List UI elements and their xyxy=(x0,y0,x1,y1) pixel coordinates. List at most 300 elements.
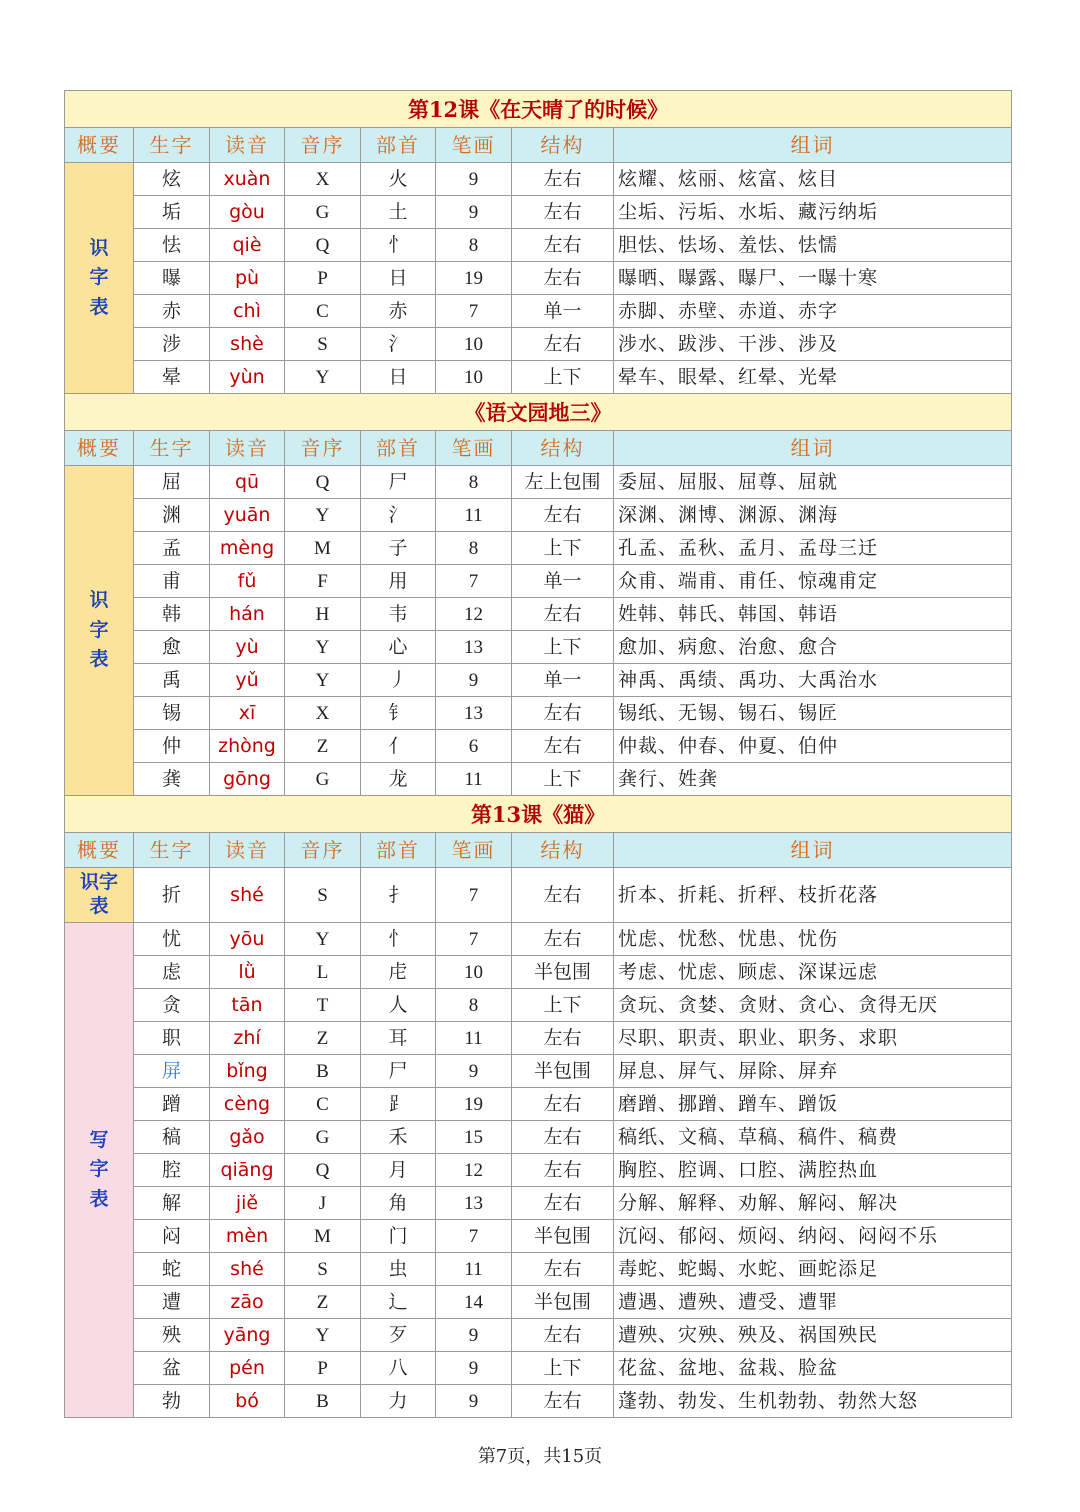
cell-radical: 扌 xyxy=(361,868,436,923)
cell-pinyin: pén xyxy=(210,1352,285,1385)
cell-pinyin: tān xyxy=(210,989,285,1022)
cell-radical: 子 xyxy=(361,532,436,565)
cell-order: Y xyxy=(285,361,361,394)
cell-radical: 尸 xyxy=(361,1055,436,1088)
header-pinyin: 读音 xyxy=(210,128,285,163)
cell-words: 赤脚、赤壁、赤道、赤字 xyxy=(614,295,1012,328)
cell-pinyin: yuān xyxy=(210,499,285,532)
cell-words: 分解、解释、劝解、解闷、解决 xyxy=(614,1187,1012,1220)
cell-strokes: 12 xyxy=(436,1154,512,1187)
table-row xyxy=(65,1154,1012,1187)
cell-char: 忧 xyxy=(134,923,210,956)
cell-strokes: 7 xyxy=(436,565,512,598)
cell-strokes: 9 xyxy=(436,1352,512,1385)
cell-radical: 耳 xyxy=(361,1022,436,1055)
cell-order: Q xyxy=(285,1154,361,1187)
cell-words: 愈加、病愈、治愈、愈合 xyxy=(614,631,1012,664)
cell-strokes: 9 xyxy=(436,664,512,697)
cell-strokes: 15 xyxy=(436,1121,512,1154)
cell-words: 忧虑、忧愁、忧患、忧伤 xyxy=(614,923,1012,956)
cell-pinyin: bó xyxy=(210,1385,285,1418)
section-title-row xyxy=(65,91,1012,128)
cell-words: 尘垢、污垢、水垢、藏污纳垢 xyxy=(614,196,1012,229)
section-title: 第12课《在天晴了的时候》 xyxy=(65,91,1012,128)
cell-strokes: 7 xyxy=(436,1220,512,1253)
table-row xyxy=(65,664,1012,697)
cell-order: M xyxy=(285,532,361,565)
section-title-row xyxy=(65,394,1012,431)
cell-strokes: 19 xyxy=(436,1088,512,1121)
cell-char: 渊 xyxy=(134,499,210,532)
cell-pinyin: xuàn xyxy=(210,163,285,196)
cell-radical: 月 xyxy=(361,1154,436,1187)
cell-structure: 上下 xyxy=(512,1352,614,1385)
cell-structure: 左右 xyxy=(512,1088,614,1121)
header-pinyin: 读音 xyxy=(210,833,285,868)
cell-radical: 心 xyxy=(361,631,436,664)
category-label-char: 识 xyxy=(89,236,109,259)
cell-order: F xyxy=(285,565,361,598)
cell-order: Y xyxy=(285,664,361,697)
table-row xyxy=(65,1385,1012,1418)
cell-words: 沉闷、郁闷、烦闷、纳闷、闷闷不乐 xyxy=(614,1220,1012,1253)
table-row xyxy=(65,989,1012,1022)
cell-words: 孔孟、孟秋、孟月、孟母三迁 xyxy=(614,532,1012,565)
cell-pinyin: yùn xyxy=(210,361,285,394)
cell-words: 委屈、屈服、屈尊、屈就 xyxy=(614,466,1012,499)
cell-structure: 上下 xyxy=(512,763,614,796)
cell-structure: 左右 xyxy=(512,499,614,532)
cell-structure: 半包围 xyxy=(512,1286,614,1319)
category-label xyxy=(65,868,134,923)
table-row xyxy=(65,532,1012,565)
cell-char: 闷 xyxy=(134,1220,210,1253)
header-strokes: 笔画 xyxy=(436,128,512,163)
cell-structure: 左右 xyxy=(512,1319,614,1352)
cell-pinyin: mèng xyxy=(210,532,285,565)
cell-char: 殃 xyxy=(134,1319,210,1352)
cell-structure: 左右 xyxy=(512,1187,614,1220)
category-label-char: 字 xyxy=(89,266,109,289)
cell-structure: 左右 xyxy=(512,598,614,631)
cell-pinyin: yōu xyxy=(210,923,285,956)
cell-structure: 左右 xyxy=(512,229,614,262)
table-row xyxy=(65,1121,1012,1154)
header-order: 音序 xyxy=(285,128,361,163)
table-row xyxy=(65,868,1012,923)
cell-order: H xyxy=(285,598,361,631)
cell-pinyin: qiè xyxy=(210,229,285,262)
cell-char: 孟 xyxy=(134,532,210,565)
cell-structure: 左右 xyxy=(512,868,614,923)
header-words: 组词 xyxy=(614,128,1012,163)
cell-pinyin: gǎo xyxy=(210,1121,285,1154)
table-row xyxy=(65,1319,1012,1352)
cell-words: 折本、折耗、折秤、枝折花落 xyxy=(614,868,1012,923)
cell-words: 胆怯、怯场、羞怯、怯懦 xyxy=(614,229,1012,262)
cell-structure: 左右 xyxy=(512,1385,614,1418)
cell-order: Z xyxy=(285,1286,361,1319)
cell-structure: 单一 xyxy=(512,565,614,598)
cell-pinyin: gōng xyxy=(210,763,285,796)
header-radical: 部首 xyxy=(361,128,436,163)
table-row xyxy=(65,1253,1012,1286)
header-words: 组词 xyxy=(614,833,1012,868)
cell-char: 炫 xyxy=(134,163,210,196)
table-row xyxy=(65,565,1012,598)
cell-pinyin: xī xyxy=(210,697,285,730)
table-row xyxy=(65,1220,1012,1253)
table-row xyxy=(65,1088,1012,1121)
table-row xyxy=(65,763,1012,796)
header-overview: 概要 xyxy=(65,431,134,466)
header-char: 生字 xyxy=(134,128,210,163)
table-row xyxy=(65,1187,1012,1220)
cell-order: B xyxy=(285,1055,361,1088)
cell-words: 稿纸、文稿、草稿、稿件、稿费 xyxy=(614,1121,1012,1154)
cell-char: 贪 xyxy=(134,989,210,1022)
cell-order: J xyxy=(285,1187,361,1220)
table-row xyxy=(65,730,1012,763)
cell-radical: 尸 xyxy=(361,466,436,499)
cell-char: 禹 xyxy=(134,664,210,697)
cell-structure: 左右 xyxy=(512,163,614,196)
cell-char: 职 xyxy=(134,1022,210,1055)
cell-words: 毒蛇、蛇蝎、水蛇、画蛇添足 xyxy=(614,1253,1012,1286)
cell-strokes: 9 xyxy=(436,1385,512,1418)
cell-strokes: 9 xyxy=(436,1319,512,1352)
cell-words: 贪玩、贪婪、贪财、贪心、贪得无厌 xyxy=(614,989,1012,1022)
cell-char: 蛇 xyxy=(134,1253,210,1286)
cell-pinyin: shè xyxy=(210,328,285,361)
category-label-char: 字 xyxy=(89,618,109,641)
header-structure: 结构 xyxy=(512,128,614,163)
cell-radical: 龙 xyxy=(361,763,436,796)
cell-pinyin: hán xyxy=(210,598,285,631)
category-label-char: 写 xyxy=(89,1128,109,1151)
cell-radical: 禾 xyxy=(361,1121,436,1154)
cell-words: 胸腔、腔调、口腔、满腔热血 xyxy=(614,1154,1012,1187)
cell-char: 勃 xyxy=(134,1385,210,1418)
cell-radical: 用 xyxy=(361,565,436,598)
cell-radical: 日 xyxy=(361,361,436,394)
cell-radical: 歹 xyxy=(361,1319,436,1352)
cell-radical: 土 xyxy=(361,196,436,229)
cell-pinyin: yǔ xyxy=(210,664,285,697)
cell-order: Z xyxy=(285,730,361,763)
cell-strokes: 19 xyxy=(436,262,512,295)
cell-words: 遭遇、遭殃、遭受、遭罪 xyxy=(614,1286,1012,1319)
cell-strokes: 12 xyxy=(436,598,512,631)
cell-char: 怯 xyxy=(134,229,210,262)
cell-radical: 韦 xyxy=(361,598,436,631)
cell-order: G xyxy=(285,763,361,796)
cell-radical: 人 xyxy=(361,989,436,1022)
cell-radical: 亻 xyxy=(361,730,436,763)
section-title: 《语文园地三》 xyxy=(65,394,1012,431)
table-row xyxy=(65,229,1012,262)
cell-order: P xyxy=(285,1352,361,1385)
cell-order: C xyxy=(285,1088,361,1121)
cell-strokes: 11 xyxy=(436,1022,512,1055)
cell-radical: 日 xyxy=(361,262,436,295)
cell-words: 涉水、跋涉、干涉、涉及 xyxy=(614,328,1012,361)
cell-pinyin: pù xyxy=(210,262,285,295)
cell-radical: 火 xyxy=(361,163,436,196)
cell-order: Z xyxy=(285,1022,361,1055)
cell-pinyin: mèn xyxy=(210,1220,285,1253)
cell-order: Q xyxy=(285,229,361,262)
cell-strokes: 9 xyxy=(436,163,512,196)
cell-order: X xyxy=(285,697,361,730)
cell-radical: 钅 xyxy=(361,697,436,730)
header-row xyxy=(65,833,1012,868)
cell-structure: 上下 xyxy=(512,631,614,664)
header-row xyxy=(65,431,1012,466)
cell-order: S xyxy=(285,868,361,923)
cell-order: Q xyxy=(285,466,361,499)
cell-words: 花盆、盆地、盆栽、脸盆 xyxy=(614,1352,1012,1385)
cell-words: 晕车、眼晕、红晕、光晕 xyxy=(614,361,1012,394)
header-overview: 概要 xyxy=(65,128,134,163)
cell-order: M xyxy=(285,1220,361,1253)
cell-radical: 丿 xyxy=(361,664,436,697)
cell-pinyin: zhòng xyxy=(210,730,285,763)
category-label-char: 字 xyxy=(89,1158,109,1181)
cell-structure: 左右 xyxy=(512,262,614,295)
cell-structure: 左右 xyxy=(512,730,614,763)
cell-structure: 左右 xyxy=(512,328,614,361)
cell-pinyin: zāo xyxy=(210,1286,285,1319)
cell-structure: 单一 xyxy=(512,664,614,697)
table-row xyxy=(65,328,1012,361)
cell-order: S xyxy=(285,1253,361,1286)
table-row xyxy=(65,697,1012,730)
table-row xyxy=(65,1286,1012,1319)
table-row xyxy=(65,295,1012,328)
cell-char: 愈 xyxy=(134,631,210,664)
cell-structure: 上下 xyxy=(512,532,614,565)
cell-char: 腔 xyxy=(134,1154,210,1187)
header-structure: 结构 xyxy=(512,431,614,466)
cell-strokes: 7 xyxy=(436,923,512,956)
cell-pinyin: chì xyxy=(210,295,285,328)
cell-char: 涉 xyxy=(134,328,210,361)
cell-char: 锡 xyxy=(134,697,210,730)
cell-structure: 左右 xyxy=(512,1121,614,1154)
cell-order: T xyxy=(285,989,361,1022)
cell-words: 尽职、职责、职业、职务、求职 xyxy=(614,1022,1012,1055)
cell-char: 稿 xyxy=(134,1121,210,1154)
cell-strokes: 11 xyxy=(436,499,512,532)
cell-char: 晕 xyxy=(134,361,210,394)
category-label-line: 识字 xyxy=(79,871,118,894)
cell-order: G xyxy=(285,1121,361,1154)
cell-char: 屈 xyxy=(134,466,210,499)
cell-words: 锡纸、无锡、锡石、锡匠 xyxy=(614,697,1012,730)
cell-words: 曝晒、曝露、曝尸、一曝十寒 xyxy=(614,262,1012,295)
cell-structure: 左右 xyxy=(512,1022,614,1055)
header-pinyin: 读音 xyxy=(210,431,285,466)
cell-char: 龚 xyxy=(134,763,210,796)
table-row xyxy=(65,499,1012,532)
header-strokes: 笔画 xyxy=(436,431,512,466)
cell-order: Y xyxy=(285,631,361,664)
category-label-char: 表 xyxy=(89,1187,109,1210)
category-label xyxy=(65,163,134,394)
cell-strokes: 10 xyxy=(436,328,512,361)
cell-char: 曝 xyxy=(134,262,210,295)
cell-radical: 力 xyxy=(361,1385,436,1418)
cell-strokes: 10 xyxy=(436,956,512,989)
cell-strokes: 13 xyxy=(436,1187,512,1220)
category-label xyxy=(65,923,134,1418)
cell-strokes: 7 xyxy=(436,295,512,328)
cell-char: 垢 xyxy=(134,196,210,229)
cell-strokes: 9 xyxy=(436,196,512,229)
category-label xyxy=(65,466,134,796)
cell-pinyin: shé xyxy=(210,868,285,923)
category-label-char: 识 xyxy=(89,589,109,612)
cell-words: 考虑、忧虑、顾虑、深谋远虑 xyxy=(614,956,1012,989)
cell-radical: 赤 xyxy=(361,295,436,328)
cell-char: 韩 xyxy=(134,598,210,631)
cell-order: X xyxy=(285,163,361,196)
table-row xyxy=(65,631,1012,664)
cell-strokes: 8 xyxy=(436,466,512,499)
cell-char: 赤 xyxy=(134,295,210,328)
category-label-char: 表 xyxy=(89,295,109,318)
page-footer: 第7页，共15页 xyxy=(477,1446,603,1467)
header-char: 生字 xyxy=(134,833,210,868)
cell-radical: 虫 xyxy=(361,1253,436,1286)
cell-pinyin: lǜ xyxy=(210,956,285,989)
cell-words: 遭殃、灾殃、殃及、祸国殃民 xyxy=(614,1319,1012,1352)
cell-char: 遭 xyxy=(134,1286,210,1319)
cell-structure: 单一 xyxy=(512,295,614,328)
cell-structure: 半包围 xyxy=(512,1220,614,1253)
cell-order: Y xyxy=(285,499,361,532)
cell-char: 屏 xyxy=(134,1055,210,1088)
cell-char: 虑 xyxy=(134,956,210,989)
cell-structure: 半包围 xyxy=(512,1055,614,1088)
cell-words: 姓韩、韩氏、韩国、韩语 xyxy=(614,598,1012,631)
vocabulary-table xyxy=(64,90,1012,1418)
section-title: 第13课《猫》 xyxy=(65,796,1012,833)
header-strokes: 笔画 xyxy=(436,833,512,868)
header-row xyxy=(65,128,1012,163)
cell-strokes: 13 xyxy=(436,697,512,730)
cell-order: B xyxy=(285,1385,361,1418)
header-char: 生字 xyxy=(134,431,210,466)
cell-char: 折 xyxy=(134,868,210,923)
table-row xyxy=(65,1022,1012,1055)
cell-order: G xyxy=(285,196,361,229)
cell-pinyin: zhí xyxy=(210,1022,285,1055)
cell-structure: 左右 xyxy=(512,697,614,730)
table-row xyxy=(65,196,1012,229)
cell-strokes: 10 xyxy=(436,361,512,394)
header-overview: 概要 xyxy=(65,833,134,868)
cell-structure: 左右 xyxy=(512,196,614,229)
cell-structure: 左右 xyxy=(512,923,614,956)
cell-pinyin: fǔ xyxy=(210,565,285,598)
cell-pinyin: yù xyxy=(210,631,285,664)
cell-strokes: 8 xyxy=(436,229,512,262)
cell-order: C xyxy=(285,295,361,328)
cell-strokes: 13 xyxy=(436,631,512,664)
cell-pinyin: bǐng xyxy=(210,1055,285,1088)
cell-structure: 左右 xyxy=(512,1253,614,1286)
cell-radical: 忄 xyxy=(361,923,436,956)
cell-strokes: 11 xyxy=(436,763,512,796)
cell-structure: 上下 xyxy=(512,989,614,1022)
cell-strokes: 14 xyxy=(436,1286,512,1319)
cell-words: 深渊、渊博、渊源、渊海 xyxy=(614,499,1012,532)
cell-strokes: 6 xyxy=(436,730,512,763)
cell-order: Y xyxy=(285,923,361,956)
cell-radical: 忄 xyxy=(361,229,436,262)
header-radical: 部首 xyxy=(361,431,436,466)
cell-pinyin: cèng xyxy=(210,1088,285,1121)
cell-char: 蹭 xyxy=(134,1088,210,1121)
cell-radical: ⻊ xyxy=(361,1088,436,1121)
category-label-char: 表 xyxy=(89,648,109,671)
cell-structure: 左右 xyxy=(512,1154,614,1187)
table-row xyxy=(65,1055,1012,1088)
cell-char: 甫 xyxy=(134,565,210,598)
table-row xyxy=(65,1352,1012,1385)
cell-pinyin: qū xyxy=(210,466,285,499)
header-order: 音序 xyxy=(285,833,361,868)
table-row xyxy=(65,466,1012,499)
cell-char: 盆 xyxy=(134,1352,210,1385)
table-row xyxy=(65,262,1012,295)
cell-words: 屏息、屏气、屏除、屏弃 xyxy=(614,1055,1012,1088)
cell-strokes: 7 xyxy=(436,868,512,923)
cell-words: 神禹、禹绩、禹功、大禹治水 xyxy=(614,664,1012,697)
cell-radical: 角 xyxy=(361,1187,436,1220)
cell-order: P xyxy=(285,262,361,295)
cell-words: 众甫、端甫、甫任、惊魂甫定 xyxy=(614,565,1012,598)
cell-structure: 上下 xyxy=(512,361,614,394)
table-row xyxy=(65,361,1012,394)
cell-radical: 辶 xyxy=(361,1286,436,1319)
header-structure: 结构 xyxy=(512,833,614,868)
cell-radical: 氵 xyxy=(361,499,436,532)
cell-pinyin: yāng xyxy=(210,1319,285,1352)
cell-char: 仲 xyxy=(134,730,210,763)
cell-strokes: 9 xyxy=(436,1055,512,1088)
table-row xyxy=(65,598,1012,631)
cell-strokes: 11 xyxy=(436,1253,512,1286)
cell-pinyin: gòu xyxy=(210,196,285,229)
cell-order: L xyxy=(285,956,361,989)
section-title-row xyxy=(65,796,1012,833)
cell-char: 解 xyxy=(134,1187,210,1220)
table-row xyxy=(65,163,1012,196)
cell-radical: 氵 xyxy=(361,328,436,361)
cell-order: S xyxy=(285,328,361,361)
cell-strokes: 8 xyxy=(436,532,512,565)
cell-words: 仲裁、仲春、仲夏、伯仲 xyxy=(614,730,1012,763)
cell-structure: 左上包围 xyxy=(512,466,614,499)
cell-strokes: 8 xyxy=(436,989,512,1022)
cell-structure: 半包围 xyxy=(512,956,614,989)
cell-words: 磨蹭、挪蹭、蹭车、蹭饭 xyxy=(614,1088,1012,1121)
cell-radical: 门 xyxy=(361,1220,436,1253)
table-row xyxy=(65,956,1012,989)
